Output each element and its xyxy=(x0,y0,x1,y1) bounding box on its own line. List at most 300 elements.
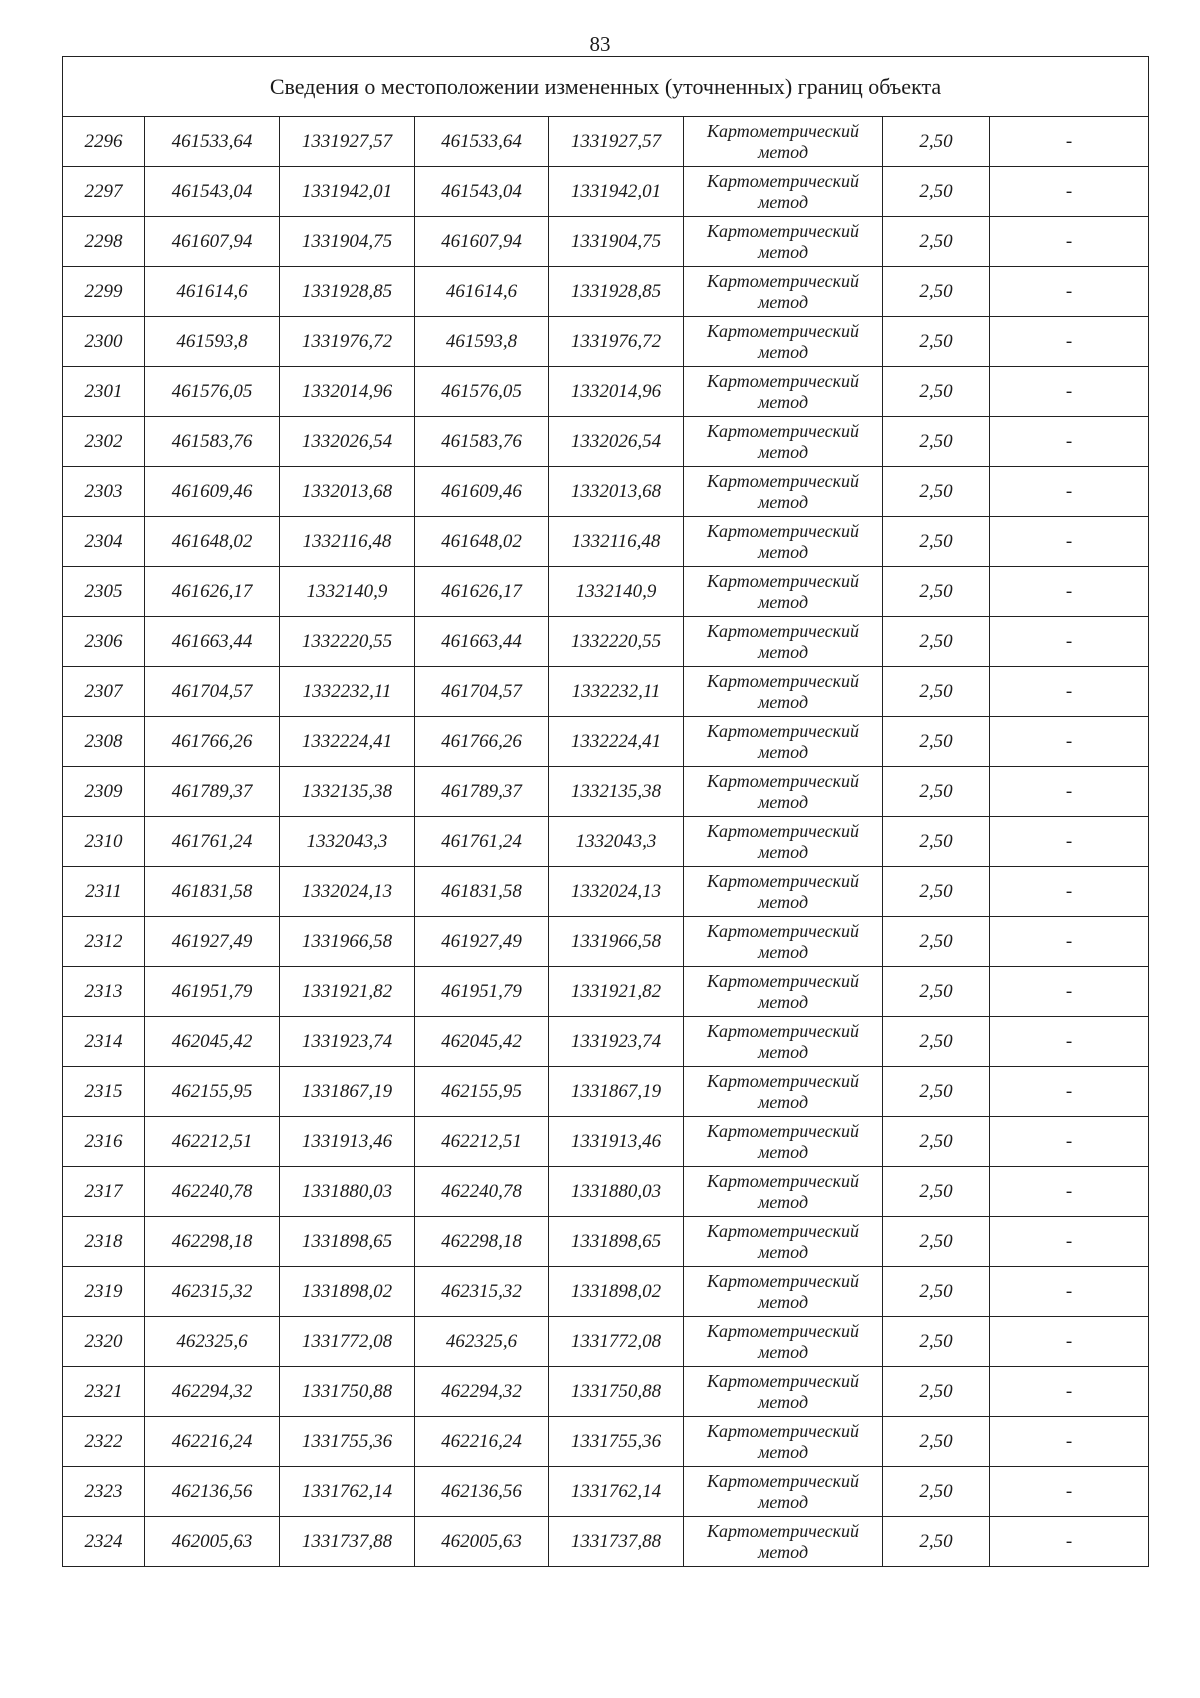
existing-x-cell: 461533,64 xyxy=(145,117,280,167)
table-row xyxy=(63,1317,1149,1367)
accuracy-cell: 2,50 xyxy=(883,317,990,367)
table-row xyxy=(63,617,1149,667)
method-line-1: Картометрический xyxy=(706,1370,859,1391)
table-row xyxy=(63,867,1149,917)
new-x-cell: 462005,63 xyxy=(415,1517,549,1567)
accuracy-cell: 2,50 xyxy=(883,117,990,167)
existing-y-cell: 1331942,01 xyxy=(280,167,415,217)
new-y-cell: 1331927,57 xyxy=(549,117,684,167)
table-row xyxy=(63,1067,1149,1117)
table-body xyxy=(63,57,1149,1567)
point-number-cell: 2302 xyxy=(63,417,145,467)
new-x-cell: 462240,78 xyxy=(415,1167,549,1217)
table-row xyxy=(63,517,1149,567)
note-cell: - xyxy=(990,617,1149,667)
method-line-2: метод xyxy=(757,141,809,162)
method-line-2: метод xyxy=(757,1241,809,1262)
new-x-cell: 462216,24 xyxy=(415,1417,549,1467)
method-line-2: метод xyxy=(757,941,809,962)
method-line-2: метод xyxy=(757,791,809,812)
accuracy-cell: 2,50 xyxy=(883,817,990,867)
page-number: 83 xyxy=(589,32,611,56)
method-line-2: метод xyxy=(757,1491,809,1512)
point-number-cell: 2320 xyxy=(63,1317,145,1367)
new-y-cell: 1331898,02 xyxy=(549,1267,684,1317)
method-cell xyxy=(684,967,883,1017)
existing-y-cell: 1331737,88 xyxy=(280,1517,415,1567)
existing-x-cell: 462216,24 xyxy=(145,1417,280,1467)
method-cell xyxy=(684,317,883,367)
existing-x-cell: 461648,02 xyxy=(145,517,280,567)
method-line-1: Картометрический xyxy=(706,1270,859,1291)
new-x-cell: 461766,26 xyxy=(415,717,549,767)
method-line-1: Картометрический xyxy=(706,970,859,991)
existing-y-cell: 1331913,46 xyxy=(280,1117,415,1167)
existing-x-cell: 462315,32 xyxy=(145,1267,280,1317)
method-cell xyxy=(684,1117,883,1167)
method-line-2: метод xyxy=(757,841,809,862)
note-cell: - xyxy=(990,1117,1149,1167)
new-y-cell: 1332220,55 xyxy=(549,617,684,667)
note-cell: - xyxy=(990,667,1149,717)
method-line-1: Картометрический xyxy=(706,420,859,441)
method-line-1: Картометрический xyxy=(706,320,859,341)
table-row xyxy=(63,967,1149,1017)
point-number-cell: 2303 xyxy=(63,467,145,517)
new-x-cell: 461593,8 xyxy=(415,317,549,367)
method-line-1: Картометрический xyxy=(706,1220,859,1241)
method-line-1: Картометрический xyxy=(706,370,859,391)
existing-y-cell: 1332232,11 xyxy=(280,667,415,717)
table-row xyxy=(63,817,1149,867)
table-row xyxy=(63,317,1149,367)
accuracy-cell: 2,50 xyxy=(883,617,990,667)
existing-x-cell: 462212,51 xyxy=(145,1117,280,1167)
existing-y-cell: 1331772,08 xyxy=(280,1317,415,1367)
method-cell xyxy=(684,1017,883,1067)
table-row xyxy=(63,167,1149,217)
table-row xyxy=(63,1017,1149,1067)
table-row xyxy=(63,217,1149,267)
note-cell: - xyxy=(990,1267,1149,1317)
existing-x-cell: 462294,32 xyxy=(145,1367,280,1417)
method-line-2: метод xyxy=(757,591,809,612)
existing-y-cell: 1331923,74 xyxy=(280,1017,415,1067)
new-x-cell: 462325,6 xyxy=(415,1317,549,1367)
method-cell xyxy=(684,917,883,967)
note-cell: - xyxy=(990,967,1149,1017)
existing-y-cell: 1331966,58 xyxy=(280,917,415,967)
method-cell xyxy=(684,617,883,667)
method-line-1: Картометрический xyxy=(706,870,859,891)
point-number-cell: 2304 xyxy=(63,517,145,567)
table-row xyxy=(63,417,1149,467)
method-cell xyxy=(684,267,883,317)
method-line-1: Картометрический xyxy=(706,1120,859,1141)
new-x-cell: 462294,32 xyxy=(415,1367,549,1417)
new-x-cell: 461576,05 xyxy=(415,367,549,417)
method-line-2: метод xyxy=(757,1191,809,1212)
new-x-cell: 461663,44 xyxy=(415,617,549,667)
method-cell xyxy=(684,817,883,867)
accuracy-cell: 2,50 xyxy=(883,1217,990,1267)
table-row xyxy=(63,567,1149,617)
method-line-1: Картометрический xyxy=(706,220,859,241)
existing-y-cell: 1332026,54 xyxy=(280,417,415,467)
new-x-cell: 461927,49 xyxy=(415,917,549,967)
method-cell xyxy=(684,467,883,517)
method-cell xyxy=(684,217,883,267)
method-line-1: Картометрический xyxy=(706,120,859,141)
point-number-cell: 2300 xyxy=(63,317,145,367)
point-number-cell: 2318 xyxy=(63,1217,145,1267)
table-row xyxy=(63,917,1149,967)
new-y-cell: 1331755,36 xyxy=(549,1417,684,1467)
point-number-cell: 2316 xyxy=(63,1117,145,1167)
method-cell xyxy=(684,767,883,817)
existing-y-cell: 1332116,48 xyxy=(280,517,415,567)
existing-y-cell: 1331762,14 xyxy=(280,1467,415,1517)
method-line-1: Картометрический xyxy=(706,520,859,541)
table-row xyxy=(63,267,1149,317)
point-number-cell: 2319 xyxy=(63,1267,145,1317)
new-y-cell: 1332232,11 xyxy=(549,667,684,717)
method-line-2: метод xyxy=(757,1341,809,1362)
table-title: Сведения о местоположении измененных (уточненных) границ объекта xyxy=(63,57,1149,117)
accuracy-cell: 2,50 xyxy=(883,1067,990,1117)
existing-y-cell: 1331976,72 xyxy=(280,317,415,367)
method-line-1: Картометрический xyxy=(706,1520,859,1541)
method-line-2: метод xyxy=(757,341,809,362)
note-cell: - xyxy=(990,1467,1149,1517)
method-line-2: метод xyxy=(757,291,809,312)
new-y-cell: 1331928,85 xyxy=(549,267,684,317)
point-number-cell: 2322 xyxy=(63,1417,145,1467)
accuracy-cell: 2,50 xyxy=(883,1367,990,1417)
point-number-cell: 2301 xyxy=(63,367,145,417)
accuracy-cell: 2,50 xyxy=(883,667,990,717)
method-cell xyxy=(684,167,883,217)
note-cell: - xyxy=(990,217,1149,267)
note-cell: - xyxy=(990,1217,1149,1267)
accuracy-cell: 2,50 xyxy=(883,867,990,917)
existing-x-cell: 462005,63 xyxy=(145,1517,280,1567)
note-cell: - xyxy=(990,317,1149,367)
new-y-cell: 1331913,46 xyxy=(549,1117,684,1167)
accuracy-cell: 2,50 xyxy=(883,167,990,217)
new-x-cell: 462045,42 xyxy=(415,1017,549,1067)
note-cell: - xyxy=(990,267,1149,317)
accuracy-cell: 2,50 xyxy=(883,917,990,967)
accuracy-cell: 2,50 xyxy=(883,217,990,267)
point-number-cell: 2298 xyxy=(63,217,145,267)
note-cell: - xyxy=(990,1417,1149,1467)
existing-x-cell: 462136,56 xyxy=(145,1467,280,1517)
new-y-cell: 1331898,65 xyxy=(549,1217,684,1267)
note-cell: - xyxy=(990,1067,1149,1117)
point-number-cell: 2305 xyxy=(63,567,145,617)
existing-x-cell: 461951,79 xyxy=(145,967,280,1017)
existing-y-cell: 1331904,75 xyxy=(280,217,415,267)
existing-y-cell: 1331921,82 xyxy=(280,967,415,1017)
note-cell: - xyxy=(990,1367,1149,1417)
existing-x-cell: 462045,42 xyxy=(145,1017,280,1067)
method-line-2: метод xyxy=(757,1141,809,1162)
note-cell: - xyxy=(990,867,1149,917)
point-number-cell: 2314 xyxy=(63,1017,145,1067)
method-line-1: Картометрический xyxy=(706,270,859,291)
accuracy-cell: 2,50 xyxy=(883,517,990,567)
method-line-2: метод xyxy=(757,1041,809,1062)
new-x-cell: 461614,6 xyxy=(415,267,549,317)
method-cell xyxy=(684,367,883,417)
point-number-cell: 2323 xyxy=(63,1467,145,1517)
new-x-cell: 461951,79 xyxy=(415,967,549,1017)
method-line-1: Картометрический xyxy=(706,720,859,741)
table-row xyxy=(63,1267,1149,1317)
existing-y-cell: 1331927,57 xyxy=(280,117,415,167)
point-number-cell: 2306 xyxy=(63,617,145,667)
existing-y-cell: 1332014,96 xyxy=(280,367,415,417)
method-line-2: метод xyxy=(757,191,809,212)
new-y-cell: 1331942,01 xyxy=(549,167,684,217)
method-line-1: Картометрический xyxy=(706,920,859,941)
note-cell: - xyxy=(990,367,1149,417)
new-y-cell: 1331921,82 xyxy=(549,967,684,1017)
new-x-cell: 461789,37 xyxy=(415,767,549,817)
existing-y-cell: 1331898,65 xyxy=(280,1217,415,1267)
accuracy-cell: 2,50 xyxy=(883,467,990,517)
existing-y-cell: 1331867,19 xyxy=(280,1067,415,1117)
note-cell: - xyxy=(990,917,1149,967)
method-line-2: метод xyxy=(757,1541,809,1562)
accuracy-cell: 2,50 xyxy=(883,1317,990,1367)
note-cell: - xyxy=(990,117,1149,167)
accuracy-cell: 2,50 xyxy=(883,1417,990,1467)
point-number-cell: 2297 xyxy=(63,167,145,217)
existing-x-cell: 461609,46 xyxy=(145,467,280,517)
existing-x-cell: 461614,6 xyxy=(145,267,280,317)
accuracy-cell: 2,50 xyxy=(883,267,990,317)
method-cell xyxy=(684,1467,883,1517)
method-cell xyxy=(684,117,883,167)
new-x-cell: 462212,51 xyxy=(415,1117,549,1167)
new-x-cell: 461609,46 xyxy=(415,467,549,517)
new-y-cell: 1331762,14 xyxy=(549,1467,684,1517)
note-cell: - xyxy=(990,567,1149,617)
existing-y-cell: 1331755,36 xyxy=(280,1417,415,1467)
table-row xyxy=(63,1117,1149,1167)
new-y-cell: 1332026,54 xyxy=(549,417,684,467)
new-y-cell: 1331867,19 xyxy=(549,1067,684,1117)
table-row xyxy=(63,467,1149,517)
accuracy-cell: 2,50 xyxy=(883,1167,990,1217)
method-line-2: метод xyxy=(757,891,809,912)
point-number-cell: 2299 xyxy=(63,267,145,317)
new-x-cell: 461761,24 xyxy=(415,817,549,867)
method-line-1: Картометрический xyxy=(706,670,859,691)
new-x-cell: 461583,76 xyxy=(415,417,549,467)
table-row xyxy=(63,1467,1149,1517)
new-y-cell: 1331750,88 xyxy=(549,1367,684,1417)
method-line-2: метод xyxy=(757,1391,809,1412)
accuracy-cell: 2,50 xyxy=(883,567,990,617)
note-cell: - xyxy=(990,717,1149,767)
new-y-cell: 1332013,68 xyxy=(549,467,684,517)
existing-x-cell: 461663,44 xyxy=(145,617,280,667)
new-x-cell: 461607,94 xyxy=(415,217,549,267)
new-y-cell: 1331737,88 xyxy=(549,1517,684,1567)
method-cell xyxy=(684,567,883,617)
new-x-cell: 462136,56 xyxy=(415,1467,549,1517)
existing-x-cell: 461704,57 xyxy=(145,667,280,717)
new-x-cell: 461626,17 xyxy=(415,567,549,617)
accuracy-cell: 2,50 xyxy=(883,1467,990,1517)
method-line-2: метод xyxy=(757,441,809,462)
point-number-cell: 2312 xyxy=(63,917,145,967)
existing-x-cell: 461576,05 xyxy=(145,367,280,417)
table-row xyxy=(63,1167,1149,1217)
note-cell: - xyxy=(990,467,1149,517)
new-x-cell: 461704,57 xyxy=(415,667,549,717)
boundary-coordinates-table xyxy=(62,56,1149,1567)
method-line-2: метод xyxy=(757,1441,809,1462)
method-cell xyxy=(684,867,883,917)
point-number-cell: 2324 xyxy=(63,1517,145,1567)
point-number-cell: 2315 xyxy=(63,1067,145,1117)
accuracy-cell: 2,50 xyxy=(883,1517,990,1567)
note-cell: - xyxy=(990,817,1149,867)
existing-x-cell: 462298,18 xyxy=(145,1217,280,1267)
existing-x-cell: 461927,49 xyxy=(145,917,280,967)
new-y-cell: 1332135,38 xyxy=(549,767,684,817)
new-y-cell: 1332224,41 xyxy=(549,717,684,767)
new-y-cell: 1332024,13 xyxy=(549,867,684,917)
new-x-cell: 462155,95 xyxy=(415,1067,549,1117)
new-x-cell: 462298,18 xyxy=(415,1217,549,1267)
method-line-1: Картометрический xyxy=(706,620,859,641)
point-number-cell: 2307 xyxy=(63,667,145,717)
accuracy-cell: 2,50 xyxy=(883,717,990,767)
method-line-1: Картометрический xyxy=(706,470,859,491)
note-cell: - xyxy=(990,767,1149,817)
new-y-cell: 1331880,03 xyxy=(549,1167,684,1217)
existing-y-cell: 1331898,02 xyxy=(280,1267,415,1317)
point-number-cell: 2296 xyxy=(63,117,145,167)
method-line-1: Картометрический xyxy=(706,570,859,591)
table-row xyxy=(63,1367,1149,1417)
table-row xyxy=(63,367,1149,417)
point-number-cell: 2321 xyxy=(63,1367,145,1417)
existing-y-cell: 1332135,38 xyxy=(280,767,415,817)
new-x-cell: 461533,64 xyxy=(415,117,549,167)
method-line-1: Картометрический xyxy=(706,1170,859,1191)
existing-x-cell: 461766,26 xyxy=(145,717,280,767)
method-cell xyxy=(684,1217,883,1267)
method-line-2: метод xyxy=(757,241,809,262)
new-y-cell: 1331976,72 xyxy=(549,317,684,367)
method-line-1: Картометрический xyxy=(706,1470,859,1491)
new-y-cell: 1331923,74 xyxy=(549,1017,684,1067)
point-number-cell: 2310 xyxy=(63,817,145,867)
method-line-1: Картометрический xyxy=(706,820,859,841)
method-line-1: Картометрический xyxy=(706,170,859,191)
method-cell xyxy=(684,717,883,767)
method-line-2: метод xyxy=(757,691,809,712)
note-cell: - xyxy=(990,417,1149,467)
method-line-2: метод xyxy=(757,991,809,1012)
table-row xyxy=(63,1417,1149,1467)
method-cell xyxy=(684,667,883,717)
existing-y-cell: 1332140,9 xyxy=(280,567,415,617)
method-line-2: метод xyxy=(757,391,809,412)
existing-x-cell: 461626,17 xyxy=(145,567,280,617)
existing-x-cell: 462325,6 xyxy=(145,1317,280,1367)
method-line-2: метод xyxy=(757,541,809,562)
new-y-cell: 1332043,3 xyxy=(549,817,684,867)
accuracy-cell: 2,50 xyxy=(883,367,990,417)
existing-y-cell: 1332224,41 xyxy=(280,717,415,767)
new-y-cell: 1332140,9 xyxy=(549,567,684,617)
method-cell xyxy=(684,1067,883,1117)
table-row xyxy=(63,717,1149,767)
method-line-1: Картометрический xyxy=(706,1420,859,1441)
method-line-2: метод xyxy=(757,491,809,512)
method-line-1: Картометрический xyxy=(706,1070,859,1091)
note-cell: - xyxy=(990,1017,1149,1067)
new-y-cell: 1332116,48 xyxy=(549,517,684,567)
existing-x-cell: 461543,04 xyxy=(145,167,280,217)
method-line-1: Картометрический xyxy=(706,1020,859,1041)
point-number-cell: 2317 xyxy=(63,1167,145,1217)
point-number-cell: 2311 xyxy=(63,867,145,917)
new-x-cell: 461648,02 xyxy=(415,517,549,567)
method-line-1: Картометрический xyxy=(706,770,859,791)
new-x-cell: 461831,58 xyxy=(415,867,549,917)
existing-y-cell: 1332043,3 xyxy=(280,817,415,867)
accuracy-cell: 2,50 xyxy=(883,967,990,1017)
note-cell: - xyxy=(990,1167,1149,1217)
method-cell xyxy=(684,1267,883,1317)
point-number-cell: 2309 xyxy=(63,767,145,817)
method-line-2: метод xyxy=(757,741,809,762)
method-line-2: метод xyxy=(757,1091,809,1112)
new-x-cell: 462315,32 xyxy=(415,1267,549,1317)
point-number-cell: 2313 xyxy=(63,967,145,1017)
new-y-cell: 1331966,58 xyxy=(549,917,684,967)
method-line-2: метод xyxy=(757,1291,809,1312)
note-cell: - xyxy=(990,517,1149,567)
accuracy-cell: 2,50 xyxy=(883,767,990,817)
method-cell xyxy=(684,1167,883,1217)
method-line-1: Картометрический xyxy=(706,1320,859,1341)
new-y-cell: 1331772,08 xyxy=(549,1317,684,1367)
new-x-cell: 461543,04 xyxy=(415,167,549,217)
method-cell xyxy=(684,417,883,467)
existing-x-cell: 461831,58 xyxy=(145,867,280,917)
accuracy-cell: 2,50 xyxy=(883,417,990,467)
method-cell xyxy=(684,517,883,567)
method-cell xyxy=(684,1367,883,1417)
existing-y-cell: 1332013,68 xyxy=(280,467,415,517)
new-y-cell: 1332014,96 xyxy=(549,367,684,417)
existing-y-cell: 1331880,03 xyxy=(280,1167,415,1217)
existing-y-cell: 1331750,88 xyxy=(280,1367,415,1417)
method-cell xyxy=(684,1417,883,1467)
note-cell: - xyxy=(990,167,1149,217)
accuracy-cell: 2,50 xyxy=(883,1117,990,1167)
method-cell xyxy=(684,1317,883,1367)
